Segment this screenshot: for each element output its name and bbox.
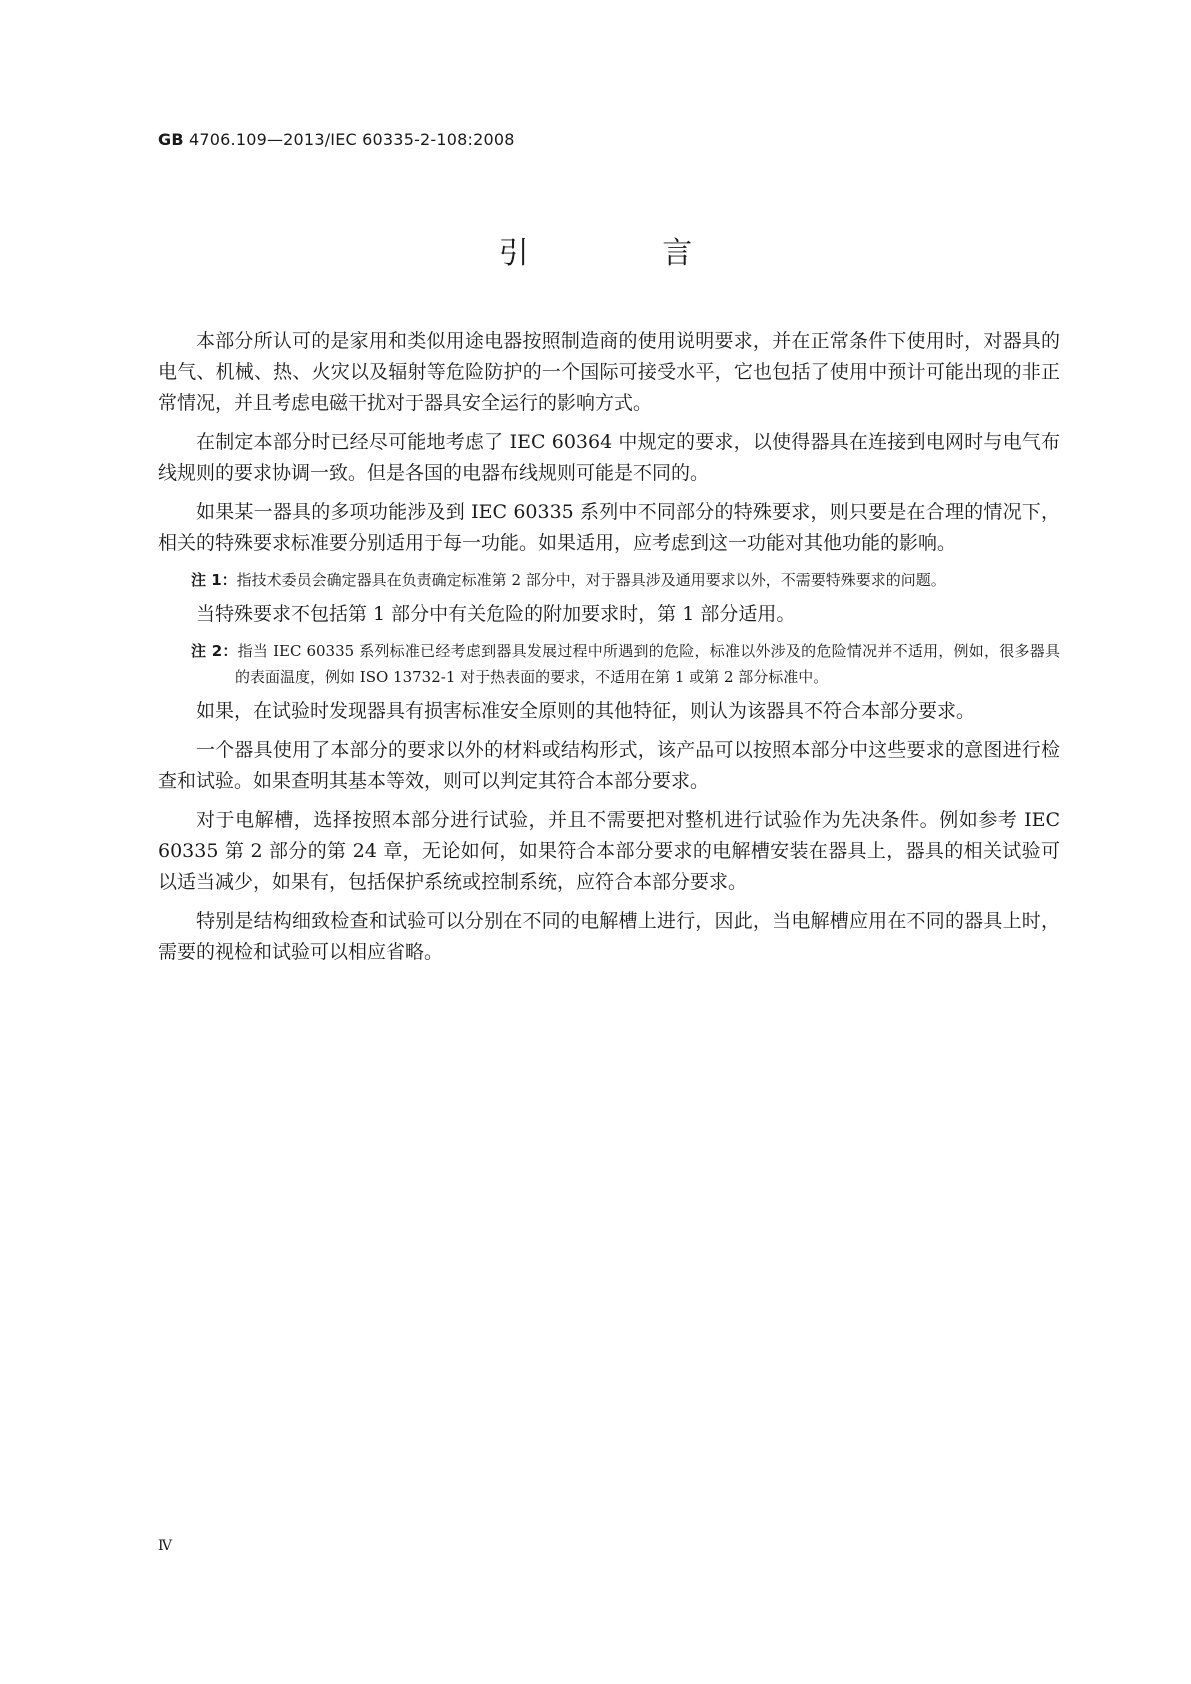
note-2-text: 指当 IEC 60335 系列标准已经考虑到器具发展过程中所遇到的危险，标准以外涉及的危险情况并不适用，例如，很多器具的表面温度，例如 ISO 13732-1 对于热表面的要求，不适用在第 1 或第 2 部分标准中。 [235,642,1060,686]
paragraph-4: 当特殊要求不包括第 1 部分中有关危险的附加要求时，第 1 部分适用。 [196,603,796,625]
paragraph-8: 特别是结构细致检查和试验可以分别在不同的电解槽上进行，因此，当电解槽应用在不同的器具上时，需要的视检和试验可以相应省略。 [158,910,1060,963]
page-title: 引 言 [498,236,755,271]
paragraph-1: 本部分所认可的是家用和类似用途电器按照制造商的使用说明要求，并在正常条件下使用时，对器具的电气、机械、热、火灾以及辐射等危险防护的一个国际可接受水平，它也包括了使用中预计可能出现的非正常情况，并且考虑电磁干扰对于器具安全运行的影响方式。 [158,330,1060,414]
note-2-label: 注 2： [191,642,238,660]
note-1 [158,567,1060,593]
standard-number: 4706.109—2013/IEC 60335-2-108:2008 [189,130,515,149]
paragraph-7: 对于电解槽，选择按照本部分进行试验，并且不需要把对整机进行试验作为先决条件。例如参考 IEC 60335 第 2 部分的第 24 章，无论如何，如果符合本部分要求的电解槽安装在器具上，器具的相关试验可以适当减少，如果有，包括保护系统或控制系统，应符合本部分要求。 [158,809,1060,893]
page-number: Ⅳ [158,1538,172,1554]
note-1-text: 指技术委员会确定器具在负责确定标准第 2 部分中，对于器具涉及通用要求以外，不需要特殊要求的问题。 [236,571,946,589]
note-1-label: 注 1： [191,571,237,589]
standard-prefix: GB [158,130,184,149]
body-text [158,326,1060,976]
paragraph-5: 如果，在试验时发现器具有损害标准安全原则的其他特征，则认为该器具不符合本部分要求。 [196,700,976,722]
standard-header [158,130,515,149]
note-2 [158,638,1060,690]
paragraph-3: 如果某一器具的多项功能涉及到 IEC 60335 系列中不同部分的特殊要求，则只要是在合理的情况下，相关的特殊要求标准要分别适用于每一功能。如果适用，应考虑到这一功能对其他功能的影响。 [158,501,1060,554]
paragraph-2: 在制定本部分时已经尽可能地考虑了 IEC 60364 中规定的要求，以使得器具在连接到电网时与电气布线规则的要求协调一致。但是各国的电器布线规则可能是不同的。 [158,431,1060,484]
paragraph-6: 一个器具使用了本部分的要求以外的材料或结构形式，该产品可以按照本部分中这些要求的意图进行检查和试验。如果查明其基本等效，则可以判定其符合本部分要求。 [158,739,1060,792]
